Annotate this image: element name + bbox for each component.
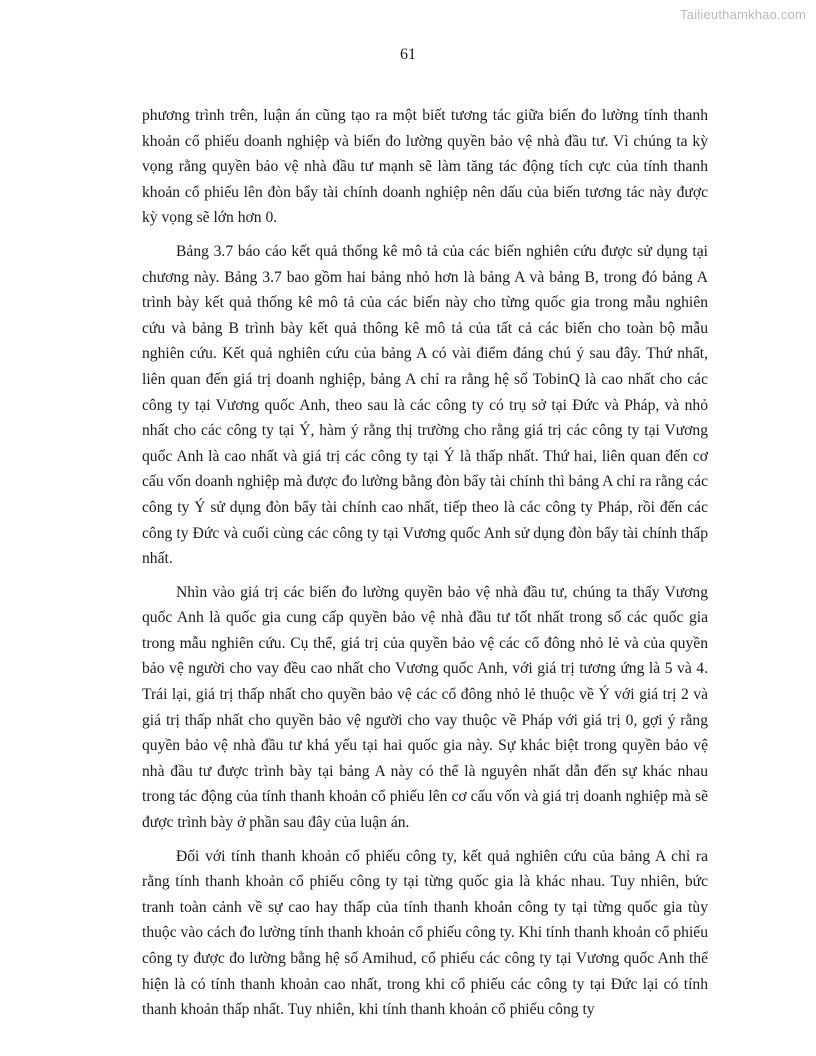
watermark-text: Tailieuthamkhao.com xyxy=(680,7,806,22)
paragraph-4: Đối với tính thanh khoản cổ phiếu công ty, kết quả nghiên cứu của bảng A chỉ ra rằng tính thanh khoản cổ phiếu công ty tại từng quốc gia là khác nhau. Tuy nhiên, bức tranh toàn cảnh về sự cao hay thấp của tính thanh khoản công ty tại từng quốc gia tùy thuộc vào cách đo lường tính thanh khoản cổ phiếu công ty. Khi tính thanh khoản cổ phiếu công ty được đo lường bằng hệ số Amihud, cổ phiếu các công ty tại Vương quốc Anh thể hiện là có tính thanh khoản cao nhất, trong khi cổ phiếu các công ty tại Đức lại có tính thanh khoản thấp nhất. Tuy nhiên, khi tính thanh khoản cổ phiếu công ty xyxy=(142,847,708,1019)
document-body xyxy=(142,103,708,1031)
paragraph-1: phương trình trên, luận án cũng tạo ra một biết tương tác giữa biến đo lường tính thanh khoản cổ phiếu doanh nghiệp và biến đo lường quyền bảo vệ nhà đầu tư. Vì chúng ta kỳ vọng rằng quyền bảo vệ nhà đầu tư mạnh sẽ làm tăng tác động tích cực của tính thanh khoản cổ phiếu lên đòn bẩy tài chính doanh nghiệp nên dấu của biến tương tác này được kỳ vọng sẽ lớn hơn 0. xyxy=(142,107,708,227)
page-number: 61 xyxy=(400,46,416,63)
paragraph-2: Bảng 3.7 báo cáo kết quả thống kê mô tả của các biến nghiên cứu được sử dụng tại chương này. Bảng 3.7 bao gồm hai bảng nhỏ hơn là bảng A và bảng B, trong đó bảng A trình bày kết quả thống kê mô tả của các biến này cho từng quốc gia trong mẫu nghiên cứu và bảng B trình bày kết quả thông kê mô tả của tất cả các biến cho toàn bộ mẫu nghiên cứu. Kết quả nghiên cứu của bảng A có vài điểm đáng chú ý sau đây. Thứ nhất, liên quan đến giá trị doanh nghiệp, bảng A chỉ ra rằng hệ số TobinQ là cao nhất cho các công ty tại Vương quốc Anh, theo sau là các công ty có trụ sở tại Đức và Pháp, và nhỏ nhất cho các công ty tại Ý, hàm ý rằng thị trường cho rằng giá trị các công ty tại Vương quốc Anh là cao nhất và giá trị các công ty tại Ý là thấp nhất. Thứ hai, liên quan đến cơ cấu vốn doanh nghiệp mà được đo lường bằng đòn bẩy tài chính thì bảng A chỉ ra rằng các công ty Ý sử dụng đòn bẩy tài chính cao nhất, tiếp theo là các công ty Pháp, rồi đến các công ty Đức và cuối cùng các công ty tại Vương quốc Anh sử dụng đòn bẩy tài chính thấp nhất. xyxy=(142,242,708,568)
paragraph-3: Nhìn vào giá trị các biến đo lường quyền bảo vệ nhà đầu tư, chúng ta thấy Vương quốc Anh là quốc gia cung cấp quyền bảo vệ nhà đầu tư tốt nhất trong số các quốc gia trong mẫu nghiên cứu. Cụ thể, giá trị của quyền bảo vệ các cổ đông nhỏ lẻ và của quyền bảo vệ người cho vay đều cao nhất cho Vương quốc Anh, với giá trị tương ứng là 5 và 4. Trái lại, giá trị thấp nhất cho quyền bảo vệ các cổ đông nhỏ lẻ thuộc về Ý với giá trị 2 và giá trị thấp nhất cho quyền bảo vệ người cho vay thuộc về Pháp với giá trị 0, gợi ý rằng quyền bảo vệ nhà đầu tư khá yếu tại hai quốc gia này. Sự khác biệt trong quyền bảo vệ nhà đầu tư được trình bày tại bảng A này có thể là nguyên nhất dẫn đến sự khác nhau trong tác động của tính thanh khoản cổ phiếu lên cơ cấu vốn và giá trị doanh nghiệp mà sẽ được trình bày ở phần sau đây của luận án. xyxy=(142,583,708,832)
